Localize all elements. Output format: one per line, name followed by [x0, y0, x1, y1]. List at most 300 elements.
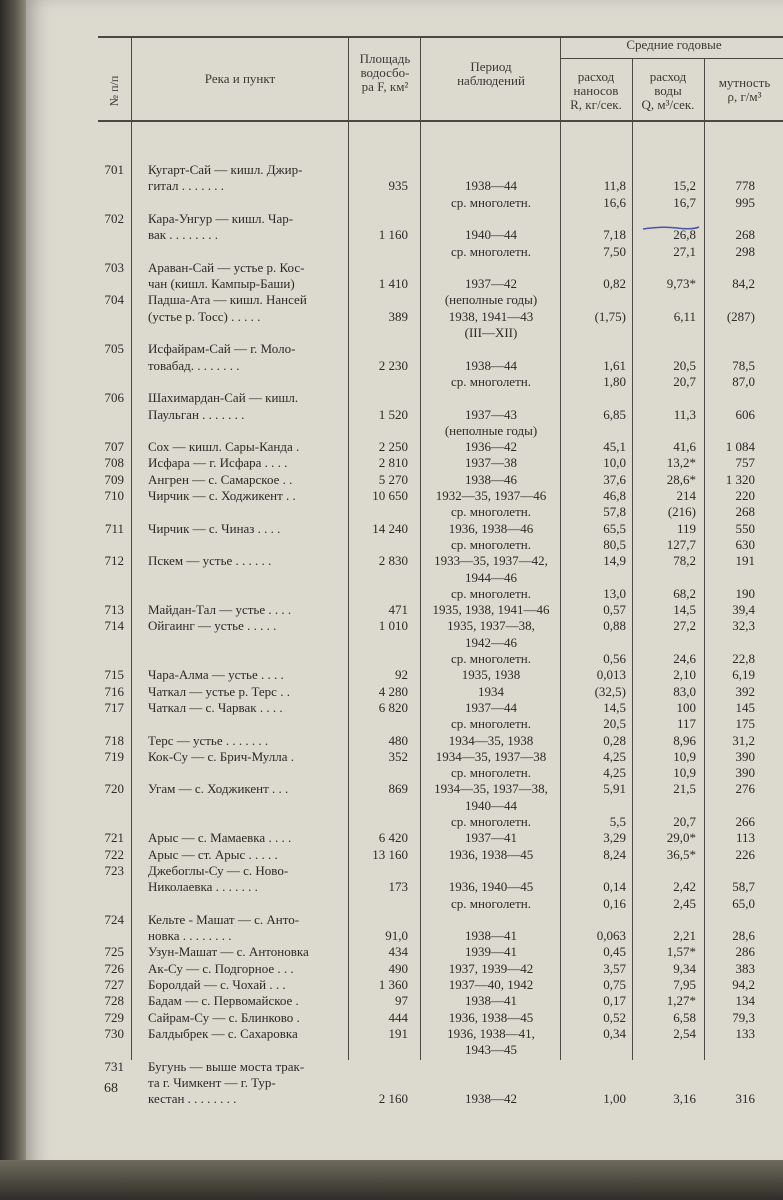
table-row	[0, 993, 783, 1008]
cell-num: 703	[104, 260, 124, 275]
cell-q: 16,7	[673, 195, 696, 210]
cell-name: Пскем — устье . . . . . .	[148, 553, 272, 568]
cell-m: 995	[735, 195, 755, 210]
cell-m: 778	[735, 178, 755, 193]
table-row	[0, 635, 783, 650]
cell-q: 2,45	[673, 896, 696, 911]
cell-q: 41,6	[673, 439, 696, 454]
cell-name: Кок-Су — с. Брич-Мулла .	[148, 749, 294, 764]
cell-num: 719	[104, 749, 124, 764]
header-q-line2: воды	[654, 83, 682, 98]
cell-r: 20,5	[603, 716, 626, 731]
cell-area: 2 810	[378, 455, 408, 470]
cell-name: Балдыбрек — с. Сахаровка	[148, 1026, 298, 1041]
table-row	[0, 211, 783, 226]
cell-period: 1936, 1938—46	[448, 521, 534, 536]
cell-name: чан (кишл. Кампыр-Баши)	[148, 276, 295, 291]
cell-m: 39,4	[732, 602, 755, 617]
cell-m: 134	[735, 993, 755, 1008]
table-row	[0, 781, 783, 796]
cell-period: 1934—35, 1937—38	[435, 749, 547, 764]
cell-m: 220	[735, 488, 755, 503]
cell-q: 11,3	[673, 407, 696, 422]
cell-r: 6,85	[603, 407, 626, 422]
cell-period: 1943—45	[465, 1042, 517, 1057]
cell-m: 268	[735, 504, 755, 519]
cell-m: 28,6	[732, 928, 755, 943]
header-area-line2: водосбо-	[360, 65, 410, 80]
table-row	[0, 309, 783, 324]
header-period-line1: Период	[470, 59, 512, 74]
table-row	[0, 374, 783, 389]
cell-period: ср. многолетн.	[451, 814, 531, 829]
cell-m: 630	[735, 537, 755, 552]
cell-r: 5,91	[603, 781, 626, 796]
cell-name: Чаткал — с. Чарвак . . . .	[148, 700, 283, 715]
table-row	[0, 195, 783, 210]
cell-q: 20,7	[673, 814, 696, 829]
cell-m: 1 320	[725, 472, 755, 487]
cell-r: 0,75	[603, 977, 626, 992]
table-row	[0, 325, 783, 340]
cell-area: 2 830	[378, 553, 408, 568]
cell-area: 2 160	[378, 1091, 408, 1106]
cell-num: 714	[104, 618, 124, 633]
cell-period: 1937—42	[465, 276, 517, 291]
cell-q: 1,57*	[666, 944, 696, 959]
cell-name: товабад. . . . . . . .	[148, 358, 240, 373]
cell-period: (III—XII)	[464, 325, 518, 340]
cell-area: 92	[395, 667, 408, 682]
table-row	[0, 944, 783, 959]
cell-q: 13,2*	[666, 455, 696, 470]
table-row	[0, 814, 783, 829]
cell-period: 1938—44	[465, 178, 517, 193]
cell-num: 710	[104, 488, 124, 503]
cell-period: ср. многолетн.	[451, 537, 531, 552]
cell-num: 729	[104, 1010, 124, 1025]
header-area-line1: Площадь	[359, 51, 411, 66]
cell-period: 1936, 1940—45	[448, 879, 534, 894]
cell-period: 1932—35, 1937—46	[435, 488, 547, 503]
table-row	[0, 863, 783, 878]
cell-period: 1936, 1938—45	[448, 847, 534, 862]
cell-period: 1937—38	[465, 455, 517, 470]
cell-period: 1935, 1938	[461, 667, 521, 682]
table-row	[0, 455, 783, 470]
cell-num: 723	[104, 863, 124, 878]
cell-period: 1938—44	[465, 358, 517, 373]
cell-num: 713	[104, 602, 124, 617]
header-q-line1: расход	[649, 69, 687, 84]
cell-m: 145	[735, 700, 755, 715]
table-row	[0, 798, 783, 813]
cell-r: 4,25	[603, 749, 626, 764]
cell-m: 1 084	[725, 439, 755, 454]
cell-area: 1 010	[378, 618, 408, 633]
cell-name: Николаевка . . . . . . .	[148, 879, 258, 894]
cell-period: (неполные годы)	[444, 423, 538, 438]
cell-m: 191	[735, 553, 755, 568]
cell-area: 352	[388, 749, 408, 764]
cell-r: (1,75)	[594, 309, 626, 324]
cell-name: Арыс — с. Мамаевка . . . .	[148, 830, 292, 845]
cell-m: 298	[735, 244, 755, 259]
cell-name: Исфайрам-Сай — г. Моло-	[148, 341, 296, 356]
cell-r: 5,5	[609, 814, 626, 829]
cell-name: Чирчик — с. Ходжикент . .	[148, 488, 296, 503]
cell-num: 726	[104, 961, 124, 976]
cell-name: Бадам — с. Первомайское .	[148, 993, 299, 1008]
cell-q: 9,34	[673, 961, 696, 976]
cell-m: 31,2	[732, 733, 755, 748]
table-row	[0, 1010, 783, 1025]
cell-q: 127,7	[666, 537, 696, 552]
cell-name: Падша-Ата — кишл. Нансей	[148, 292, 307, 307]
cell-area: 97	[395, 993, 408, 1008]
cell-period: ср. многолетн.	[451, 195, 531, 210]
cell-area: 5 270	[378, 472, 408, 487]
table-row	[0, 260, 783, 275]
cell-q: 8,96	[673, 733, 696, 748]
cell-num: 722	[104, 847, 124, 862]
cell-num: 715	[104, 667, 124, 682]
cell-name: Кельте - Машат — с. Анто-	[148, 912, 300, 927]
cell-name: Паульган . . . . . . .	[148, 407, 245, 422]
table-row	[0, 667, 783, 682]
cell-name: Ак-Су — с. Подгорное . . .	[148, 961, 294, 976]
cell-m: 316	[735, 1091, 755, 1106]
cell-period: 1937—44	[465, 700, 517, 715]
table-row	[0, 765, 783, 780]
cell-q: 10,9	[673, 765, 696, 780]
cell-period: 1935, 1938, 1941—46	[432, 602, 550, 617]
cell-area: 14 240	[372, 521, 408, 536]
cell-q: (216)	[667, 504, 696, 519]
cell-period: ср. многолетн.	[451, 504, 531, 519]
cell-q: 2,54	[673, 1026, 696, 1041]
cell-area: 6 820	[378, 700, 408, 715]
cell-area: 1 360	[378, 977, 408, 992]
table-row	[0, 879, 783, 894]
cell-period: 1938—41	[465, 993, 517, 1008]
cell-r: 7,18	[603, 227, 626, 242]
cell-period: 1938—42	[465, 1091, 517, 1106]
cell-num: 724	[104, 912, 124, 927]
cell-name: Узун-Машат — с. Антоновка	[148, 944, 309, 959]
table-row	[0, 439, 783, 454]
cell-num: 711	[104, 521, 124, 536]
cell-period: 1937—43	[465, 407, 517, 422]
cell-area: 6 420	[378, 830, 408, 845]
cell-num: 721	[104, 830, 124, 845]
cell-q: 10,9	[673, 749, 696, 764]
table-row	[0, 358, 783, 373]
cell-area: 869	[388, 781, 408, 796]
cell-name: (устье р. Тосс) . . . . .	[148, 309, 261, 324]
table-row	[0, 504, 783, 519]
table-row	[0, 472, 783, 487]
header-area	[350, 52, 420, 94]
cell-period: 1936, 1938—41,	[447, 1026, 535, 1041]
header-m-line2: ρ, г/м³	[727, 89, 762, 104]
cell-r: 1,61	[603, 358, 626, 373]
cell-num: 725	[104, 944, 124, 959]
cell-num: 717	[104, 700, 124, 715]
cell-r: 0,34	[603, 1026, 626, 1041]
cell-period: (неполные годы)	[444, 292, 538, 307]
cell-num: 709	[104, 472, 124, 487]
table-row	[0, 488, 783, 503]
cell-area: 2 230	[378, 358, 408, 373]
cell-period: 1934—35, 1937—38,	[434, 781, 548, 796]
cell-q: 27,1	[673, 244, 696, 259]
cell-area: 4 280	[378, 684, 408, 699]
cell-period: 1934	[478, 684, 504, 699]
cell-period: 1940—44	[465, 798, 517, 813]
cell-m: 606	[735, 407, 755, 422]
header-r-line3: R, кг/сек.	[570, 97, 622, 112]
cell-period: 1937—41	[465, 830, 517, 845]
cell-period: 1938—46	[465, 472, 517, 487]
cell-q: 117	[676, 716, 696, 731]
table-row	[0, 830, 783, 845]
cell-q: 36,5*	[666, 847, 696, 862]
table-surface	[0, 1160, 783, 1200]
table-row	[0, 586, 783, 601]
group-rule	[560, 58, 783, 59]
cell-r: 0,52	[603, 1010, 626, 1025]
cell-num: 716	[104, 684, 124, 699]
header-area-line3: ра F, км²	[361, 79, 409, 94]
cell-r: 0,57	[603, 602, 626, 617]
cell-num: 727	[104, 977, 124, 992]
table-row	[0, 227, 783, 242]
cell-area: 434	[388, 944, 408, 959]
cell-period: 1937—40, 1942	[448, 977, 534, 992]
table-row	[0, 162, 783, 177]
header-river: Река и пункт	[204, 71, 276, 86]
table-row	[0, 618, 783, 633]
cell-period: ср. многолетн.	[451, 374, 531, 389]
cell-name: Чирчик — с. Чиназ . . . .	[148, 521, 281, 536]
cell-name: Ойгаинг — устье . . . . .	[148, 618, 277, 633]
cell-q: 24,6	[673, 651, 696, 666]
cell-m: 87,0	[732, 374, 755, 389]
table-row	[0, 602, 783, 617]
table-row	[0, 733, 783, 748]
cell-m: 268	[735, 227, 755, 242]
cell-name: Майдан-Тал — устье . . . .	[148, 602, 292, 617]
cell-period: ср. многолетн.	[451, 765, 531, 780]
cell-period: ср. многолетн.	[451, 586, 531, 601]
cell-area: 91,0	[385, 928, 408, 943]
cell-period: 1933—35, 1937—42,	[434, 553, 548, 568]
cell-q: 9,73*	[666, 276, 696, 291]
cell-q: 68,2	[673, 586, 696, 601]
table-row	[0, 749, 783, 764]
table-row	[0, 1026, 783, 1041]
header-num	[96, 70, 132, 110]
cell-area: 10 650	[372, 488, 408, 503]
cell-m: 383	[735, 961, 755, 976]
cell-m: 65,0	[732, 896, 755, 911]
cell-period: 1939—41	[465, 944, 517, 959]
cell-m: (287)	[726, 309, 755, 324]
cell-period: 1938, 1941—43	[448, 309, 534, 324]
table-row	[0, 244, 783, 259]
cell-q: 2,42	[673, 879, 696, 894]
cell-q: 21,5	[673, 781, 696, 796]
table-row	[0, 961, 783, 976]
cell-num: 705	[104, 341, 124, 356]
cell-q: 214	[676, 488, 696, 503]
cell-m: 94,2	[732, 977, 755, 992]
cell-name: новка . . . . . . . .	[148, 928, 232, 943]
cell-q: 6,58	[673, 1010, 696, 1025]
page-number: 68	[104, 1081, 118, 1096]
cell-r: 14,9	[603, 553, 626, 568]
cell-period: ср. многолетн.	[451, 651, 531, 666]
cell-name: Шахимардан-Сай — кишл.	[148, 390, 299, 405]
table-row	[0, 553, 783, 568]
cell-r: 0,14	[603, 879, 626, 894]
cell-r: (32,5)	[594, 684, 626, 699]
cell-q: 3,16	[673, 1091, 696, 1106]
cell-name: Ангрен — с. Самарское . .	[148, 472, 293, 487]
table-row	[0, 928, 783, 943]
table-row	[0, 390, 783, 405]
cell-area: 1 520	[378, 407, 408, 422]
cell-area: 490	[388, 961, 408, 976]
cell-m: 390	[735, 749, 755, 764]
cell-m: 276	[735, 781, 755, 796]
table-row	[0, 407, 783, 422]
table-row	[0, 977, 783, 992]
cell-num: 701	[104, 162, 124, 177]
cell-period: 1940—44	[465, 227, 517, 242]
cell-name: та г. Чимкент — г. Тур-	[148, 1075, 276, 1090]
cell-period: 1935, 1937—38,	[447, 618, 535, 633]
cell-num: 702	[104, 211, 124, 226]
cell-num: 718	[104, 733, 124, 748]
cell-period: 1936—42	[465, 439, 517, 454]
cell-name: Исфара — г. Исфара . . . .	[148, 455, 288, 470]
table-row	[0, 537, 783, 552]
cell-q: 1,27*	[666, 993, 696, 1008]
cell-m: 266	[735, 814, 755, 829]
cell-m: 190	[735, 586, 755, 601]
cell-r: 0,45	[603, 944, 626, 959]
cell-period: 1934—35, 1938	[448, 733, 534, 748]
cell-period: 1944—46	[465, 570, 517, 585]
cell-m: 550	[735, 521, 755, 536]
cell-r: 8,24	[603, 847, 626, 862]
header-m	[706, 76, 783, 104]
cell-r: 45,1	[603, 439, 626, 454]
cell-r: 11,8	[603, 178, 626, 193]
cell-num: 704	[104, 292, 124, 307]
cell-area: 173	[388, 879, 408, 894]
cell-r: 37,6	[603, 472, 626, 487]
cell-r: 0,013	[596, 667, 626, 682]
cell-num: 731	[104, 1059, 124, 1074]
cell-num: 707	[104, 439, 124, 454]
cell-name: Чаткал — устье р. Терс . .	[148, 684, 290, 699]
cell-q: 20,7	[673, 374, 696, 389]
cell-r: 3,57	[603, 961, 626, 976]
cell-r: 0,063	[596, 928, 626, 943]
cell-r: 80,5	[603, 537, 626, 552]
cell-name: Кара-Унгур — кишл. Чар-	[148, 211, 294, 226]
cell-m: 392	[735, 684, 755, 699]
cell-m: 390	[735, 765, 755, 780]
cell-r: 65,5	[603, 521, 626, 536]
cell-q: 28,6*	[666, 472, 696, 487]
header-period	[424, 60, 558, 88]
cell-q: 27,2	[673, 618, 696, 633]
header-q-line3: Q, м³/сек.	[641, 97, 695, 112]
cell-q: 29,0*	[666, 830, 696, 845]
table-row	[0, 716, 783, 731]
cell-r: 14,5	[603, 700, 626, 715]
header-period-line2: наблюдений	[457, 73, 525, 88]
cell-m: 175	[735, 716, 755, 731]
cell-name: Терс — устье . . . . . . .	[148, 733, 269, 748]
cell-period: 1938—41	[465, 928, 517, 943]
cell-q: 7,95	[673, 977, 696, 992]
cell-q: 2,10	[673, 667, 696, 682]
cell-m: 133	[735, 1026, 755, 1041]
header-r-line2: наносов	[573, 83, 619, 98]
table-row	[0, 570, 783, 585]
cell-m: 58,7	[732, 879, 755, 894]
cell-r: 0,28	[603, 733, 626, 748]
cell-name: Сох — кишл. Сары-Канда .	[148, 439, 300, 454]
cell-num: 728	[104, 993, 124, 1008]
table-row	[0, 896, 783, 911]
cell-period: 1937, 1939—42	[448, 961, 534, 976]
table-row	[0, 178, 783, 193]
table-row	[0, 292, 783, 307]
cell-area: 1 160	[378, 227, 408, 242]
cell-r: 7,50	[603, 244, 626, 259]
cell-name: вак . . . . . . . .	[148, 227, 219, 242]
cell-r: 1,00	[603, 1091, 626, 1106]
cell-m: 78,5	[732, 358, 755, 373]
cell-num: 720	[104, 781, 124, 796]
cell-m: 79,3	[732, 1010, 755, 1025]
cell-m: 113	[735, 830, 755, 845]
cell-period: ср. многолетн.	[451, 716, 531, 731]
cell-r: 0,88	[603, 618, 626, 633]
cell-name: Арыс — ст. Арыс . . . . .	[148, 847, 278, 862]
cell-name: Бугунь — выше моста трак-	[148, 1059, 305, 1074]
cell-q: 26,8	[673, 227, 696, 242]
cell-m: 226	[735, 847, 755, 862]
cell-area: 480	[388, 733, 408, 748]
cell-q: 78,2	[673, 553, 696, 568]
cell-name: Араван-Сай — устье р. Кос-	[148, 260, 305, 275]
header-m-line1: мутность	[718, 75, 771, 90]
cell-area: 1 410	[378, 276, 408, 291]
cell-period: 1936, 1938—45	[448, 1010, 534, 1025]
cell-q: 119	[676, 521, 696, 536]
cell-q: 83,0	[673, 684, 696, 699]
cell-r: 3,29	[603, 830, 626, 845]
cell-num: 730	[104, 1026, 124, 1041]
cell-name: Боролдай — с. Чохай . . .	[148, 977, 286, 992]
